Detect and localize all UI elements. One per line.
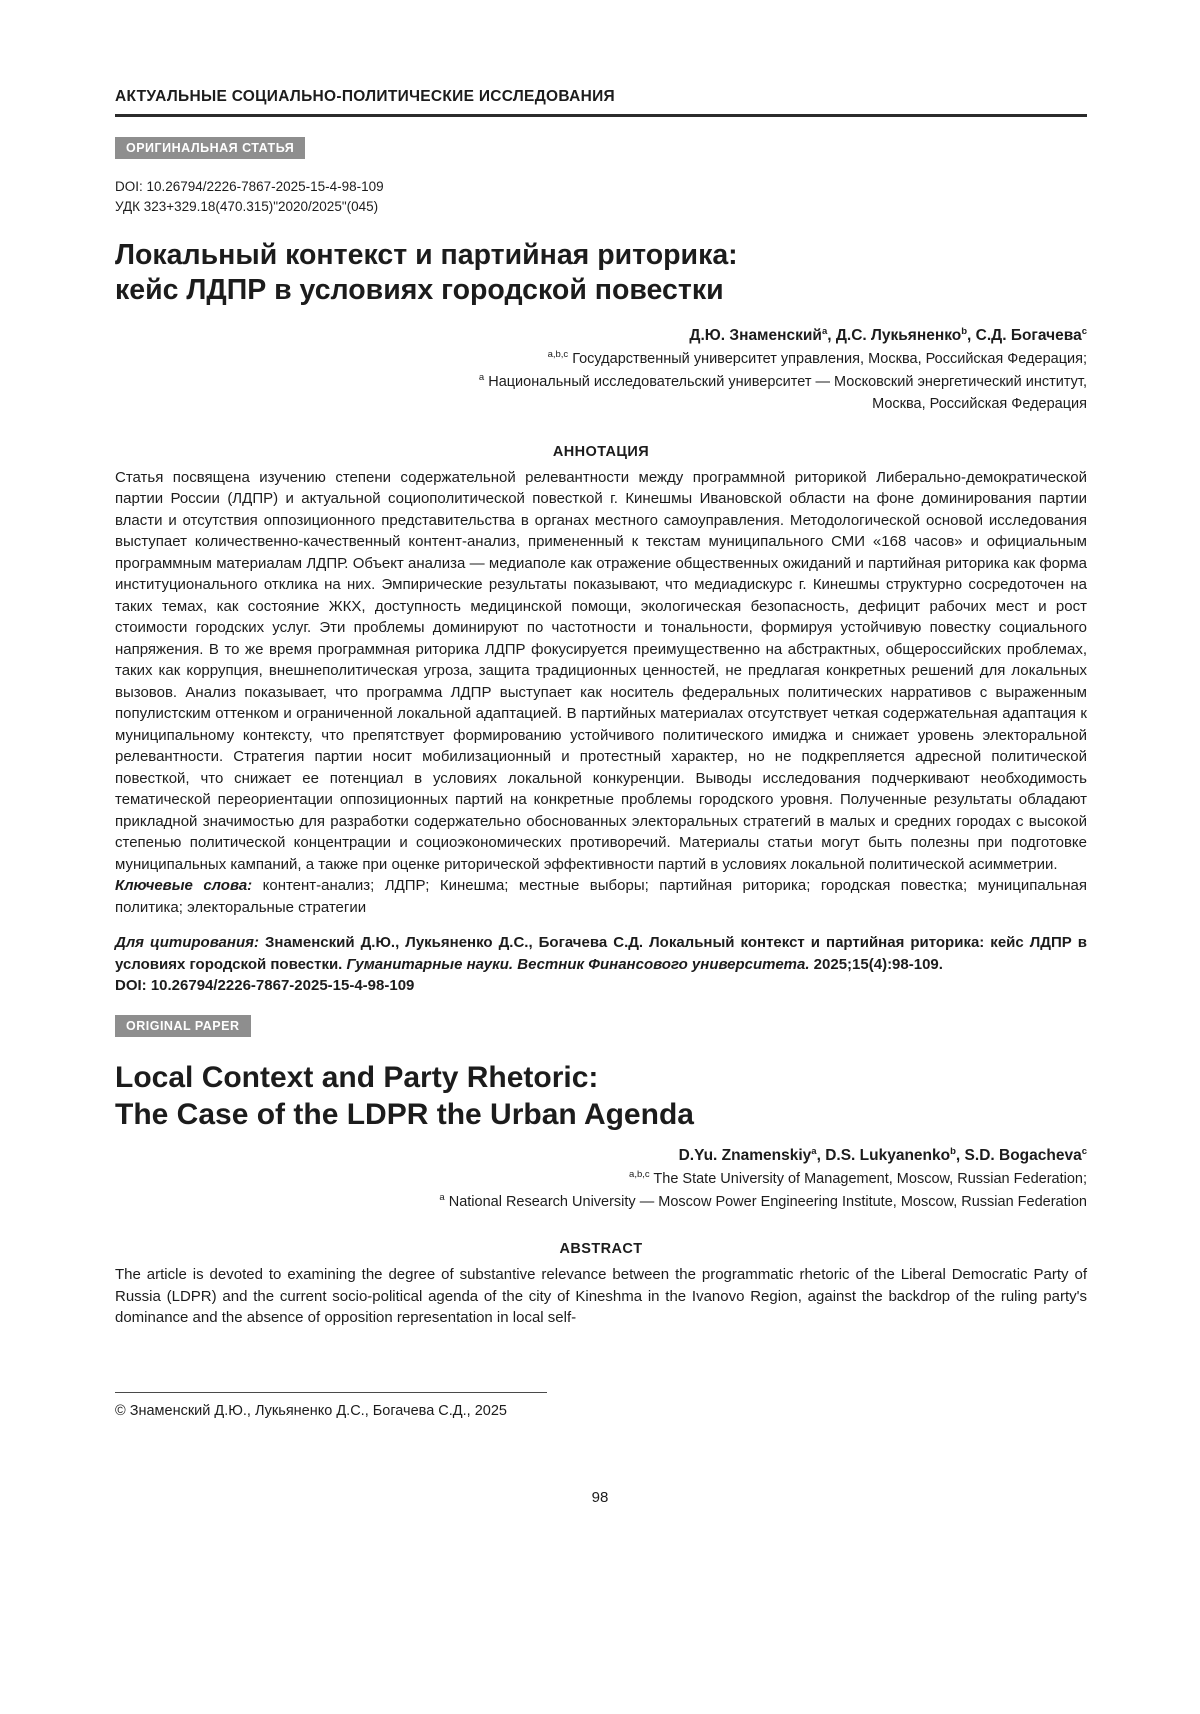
title-ru-line2: кейс ЛДПР в условиях городской повестки [115, 274, 724, 307]
affiliation-text: National Research University — Moscow Power Engineering Institute, Moscow, Russian Federation [444, 1193, 1087, 1210]
keywords-text: контент-анализ; ЛДПР; Кинешма; местные выборы; партийная риторика; городская повестка; муниципальная политика; электоральные стратегии [115, 877, 1087, 916]
affiliation-text: Москва, Российская Федерация [872, 396, 1087, 413]
keywords-ru [115, 875, 1087, 918]
doi-line: DOI: 10.26794/2226-7867-2025-15-4-98-109 [115, 179, 384, 194]
title-ru-line1: Локальный контекст и партийная риторика: [115, 238, 738, 271]
author-affiliation-mark: a [821, 326, 828, 338]
article-type-badge-ru: ОРИГИНАЛЬНАЯ СТАТЬЯ [115, 137, 305, 159]
author-separator: , [955, 1147, 965, 1165]
header-rule [115, 114, 1087, 117]
citation-ru [115, 932, 1087, 997]
article-title-ru [115, 238, 1087, 310]
affiliation-line [115, 1168, 1087, 1190]
abstract-en: The article is devoted to examining the degree of substantive relevance between the programmatic rhetoric of the Liberal Democratic Party of Russia (LDPR) and the current socio-political agenda of the city of Kineshma in the Ivanovo Region, against the backdrop of the ruling party's dominance and the absence of opposition representation in local self- [115, 1266, 1087, 1327]
affiliation-text: The State University of Management, Moscow, Russian Federation; [649, 1171, 1087, 1188]
affiliation-text: Государственный университет управления, Москва, Российская Федерация; [568, 351, 1087, 368]
author-name: D.Yu. Znamenskiy [678, 1147, 812, 1165]
author-affiliation-mark: b [950, 1145, 956, 1157]
affiliation-line [115, 348, 1087, 370]
citation-issue: 2025;15(4):98-109. [809, 955, 943, 973]
author-affiliation-mark: a [811, 1145, 817, 1157]
citation-label: Для цитирования: [115, 934, 259, 952]
footnote-rule [115, 1392, 547, 1393]
affiliation-line [115, 1191, 1087, 1213]
author-name: D.S. Lukyanenko [825, 1147, 951, 1165]
author-affiliation-mark: c [1081, 326, 1087, 338]
footnote [115, 1392, 547, 1419]
affiliation-line [115, 393, 1087, 415]
affiliation-line [115, 371, 1087, 393]
article-type-badge-en: ORIGINAL PAPER [115, 1015, 251, 1037]
authors-ru [115, 327, 1087, 345]
citation-authors-title: Знаменский Д.Ю., Лукьяненко Д.С., Богачева С.Д. Локальный контекст и партийная риторика: кейс ЛДПР в условиях городской повестки. [115, 934, 1087, 973]
title-en-line1: Local Context and Party Rhetoric: [115, 1060, 599, 1094]
article-meta [115, 177, 1087, 218]
copyright-line: © Знаменский Д.Ю., Лукьяненко Д.С., Богачева С.Д., 2025 [115, 1403, 507, 1419]
author-name: С.Д. Богачева [975, 327, 1082, 345]
author-separator: , [827, 327, 836, 345]
citation-journal: Гуманитарные науки. Вестник Финансового университета. [346, 955, 810, 973]
author-separator: , [816, 1147, 826, 1165]
affiliation-text: Национальный исследовательский университет — Московский энергетический институт, [484, 373, 1087, 390]
udk-line: УДК 323+329.18(470.315)"2020/2025"(045) [115, 199, 379, 215]
keywords-label: Ключевые слова: [115, 877, 253, 895]
affiliation-mark: a,b,c [547, 349, 569, 361]
article-title-en [115, 1059, 1087, 1133]
author-name: S.D. Bogacheva [964, 1147, 1082, 1165]
citation-doi: DOI: 10.26794/2226-7867-2025-15-4-98-109 [115, 977, 415, 995]
abstract-heading-en: ABSTRACT [559, 1241, 643, 1258]
authors-en [115, 1147, 1087, 1165]
affiliations-ru [115, 348, 1087, 415]
affiliation-mark: a [478, 371, 485, 383]
abstract-heading-ru: АННОТАЦИЯ [552, 443, 650, 460]
affiliation-mark: a [439, 1191, 445, 1203]
author-affiliation-mark: c [1081, 1145, 1087, 1157]
author-affiliation-mark: b [961, 326, 968, 338]
author-name: Д.Ю. Знаменский [689, 327, 822, 345]
affiliations-en [115, 1168, 1087, 1213]
abstract-ru: Статья посвящена изучению степени содержательной релевантности между программной риторикой Либерально-демократической партии России (ЛДПР) и актуальной социополитической повесткой г. Кинешмы Ивановской области на фоне доминирования партии власти и отсутствия оппозиционного представительства в органах местного самоуправления. Методологической основой исследования выступает количественно-качественный контент-анализ, примененный к текстам муниципального СМИ «168 часов» и официальным программным материалам ЛДПР. Объект анализа — медиаполе как отражение общественных ожиданий и партийная риторика как форма институционального отклика на них. Эмпирические результаты показывают, что медиадискурс г. Кинешмы структурно сосредоточен на таких темах, как состояние ЖКХ, доступность медицинской помощи, экологическая безопасность, дефицит рабочих мест и рост стоимости городских услуг. Эти проблемы доминируют по частотности и тональности, формируя устойчивую повестку социального напряжения. В то же время программная риторика ЛДПР фокусируется преимущественно на абстрактных, общероссийских проблемах, таких как коррупция, внешнеполитическая угроза, защита традиционных ценностей, не предлагая конкретных решений для локальных вызовов. Анализ показывает, что программа ЛДПР выступает как носитель федеральных политических нарративов с выраженным популистским оттенком и ограниченной локальной адаптацией. В партийных материалах отсутствует четкая содержательная адаптация к муниципальному контексту, что препятствует формированию устойчивого политического имиджа и снижает уровень электоральной релевантности. Стратегия партии носит мобилизационный и протестный характер, но не подкрепляется адресной политической повесткой, что снижает ее потенциал в условиях локальной конкуренции. Выводы исследования подчеркивают необходимость тематической переориентации оппозиционных партий на конкретные проблемы городского уровня. Полученные результаты обладают прикладной значимостью для разработки содержательно обоснованных электоральных стратегий в малых и средних городах с высокой степенью политической концентрации и социоэкономических противоречий. Материалы статьи могут быть полезны при подготовке муниципальных кампаний, а также при оценке риторической эффективности партий в условиях локальной политической асимметрии. [115, 468, 1087, 873]
running-head: АКТУАЛЬНЫЕ СОЦИАЛЬНО-ПОЛИТИЧЕСКИЕ ИССЛЕДОВАНИЯ [115, 88, 615, 105]
author-name: Д.С. Лукьяненко [835, 327, 962, 345]
page-number: 98 [591, 1489, 609, 1506]
title-en-line2: The Case of the LDPR the Urban Agenda [115, 1097, 694, 1131]
author-separator: , [967, 327, 976, 345]
affiliation-mark: a,b,c [629, 1169, 650, 1181]
